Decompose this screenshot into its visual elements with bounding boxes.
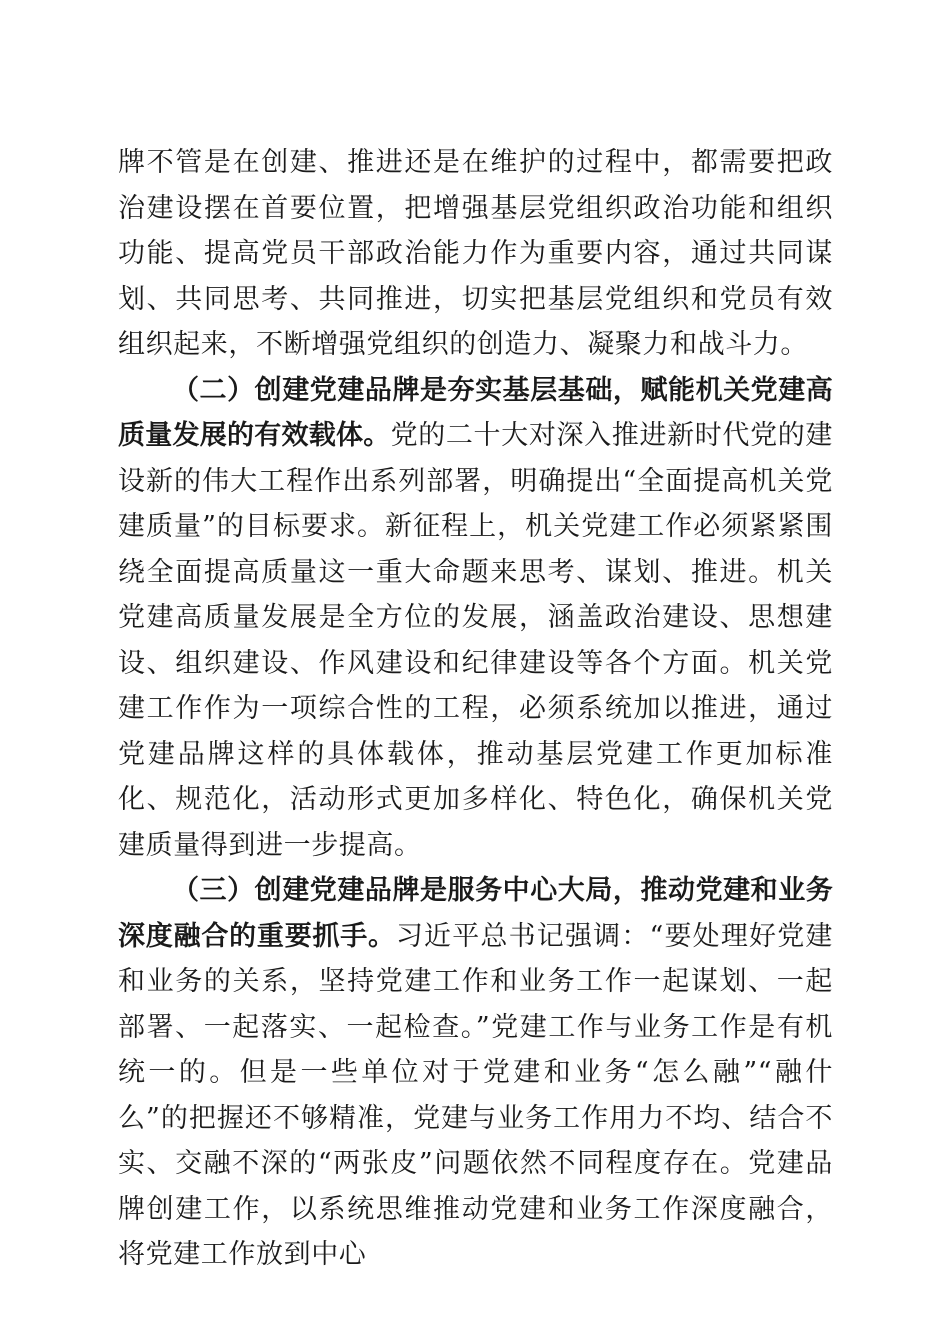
- paragraph-section-two: [118, 368, 833, 869]
- paragraph-continuation: [118, 140, 833, 368]
- section-heading-three: （三）创建党建品牌是服务中心大局，推动党建和业务深度融合的重要抓手。: [118, 875, 833, 952]
- paragraph-section-three: [118, 868, 833, 1278]
- paragraph-body-text: 党的二十大对深入推进新时代党的建设新的伟大工程作出系列部署，明确提出“全面提高机关党建质量”的目标要求。新征程上，机关党建工作必须紧紧围绕全面提高质量这一重大命题来思考、谋划、推进。机关党建高质量发展是全方位的发展，涵盖政治建设、思想建设、组织建设、作风建设和纪律建设等各个方面。机关党建工作作为一项综合性的工程，必须系统加以推进，通过党建品牌这样的具体载体，推动基层党建工作更加标准化、规范化，活动形式更加多样化、特色化，确保机关党建质量得到进一步提高。: [118, 420, 833, 861]
- section-heading-two: （二）创建党建品牌是夯实基层基础，赋能机关党建高质量发展的有效载体。: [118, 374, 833, 451]
- document-body: [118, 140, 833, 1278]
- paragraph-body-text: 习近平总书记强调：“要处理好党建和业务的关系，坚持党建工作和业务工作一起谋划、一起部署、一起落实、一起检查。”党建工作与业务工作是有机统一的。但是一些单位对于党建和业务“怎么融”“融什么”的把握还不够精准，党建与业务工作用力不均、结合不实、交融不深的“两张皮”问题依然不同程度存在。党建品牌创建工作，以系统思维推动党建和业务工作深度融合，将党建工作放到中心: [118, 920, 834, 1270]
- paragraph-body-text: 牌不管是在创建、推进还是在维护的过程中，都需要把政治建设摆在首要位置，把增强基层党组织政治功能和组织功能、提高党员干部政治能力作为重要内容，通过共同谋划、共同思考、共同推进，切实把基层党组织和党员有效组织起来，不断增强党组织的创造力、凝聚力和战斗力。: [118, 147, 833, 360]
